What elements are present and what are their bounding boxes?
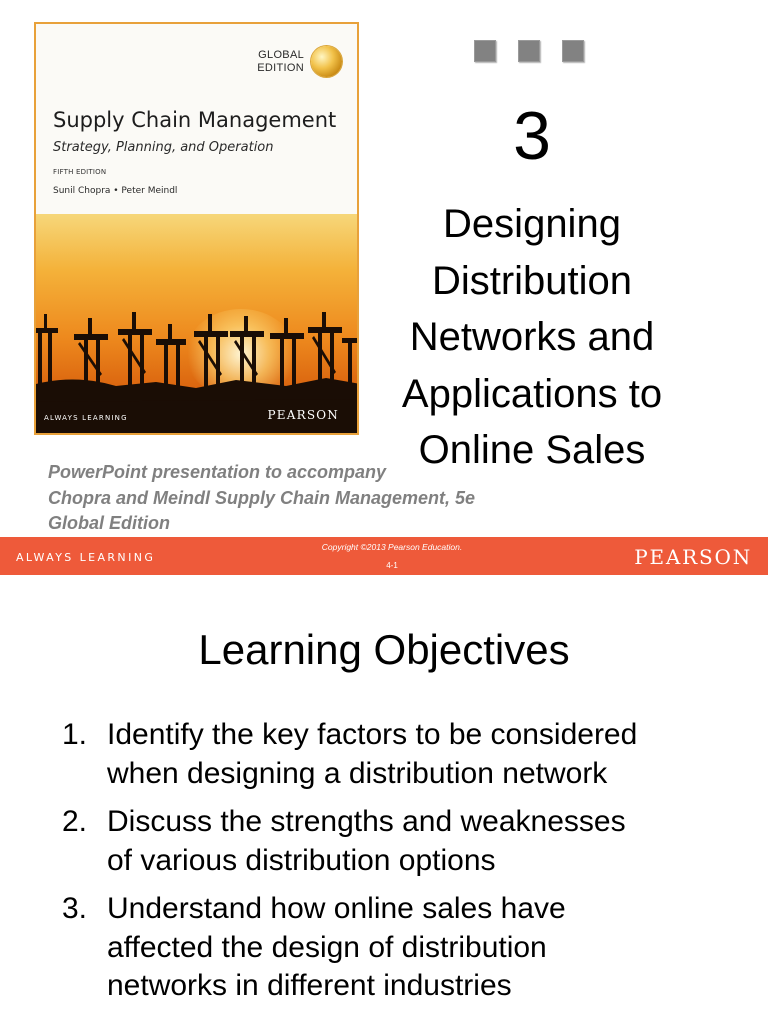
book-cover bbox=[34, 22, 359, 435]
item-line: when designing a distribution network bbox=[107, 756, 608, 790]
chapter-title-line: Distribution bbox=[431, 258, 633, 303]
chapter-title-line: Networks and bbox=[409, 315, 655, 359]
crane-silhouettes bbox=[36, 214, 359, 435]
badge-line: EDITION bbox=[257, 62, 304, 74]
objectives-list bbox=[62, 716, 742, 1016]
item-line: Identify the key factors to be considered bbox=[107, 718, 638, 751]
badge-line: GLOBAL bbox=[258, 49, 304, 61]
footer-page-number: 4-1 bbox=[386, 561, 398, 570]
item-line: networks in different industries bbox=[107, 969, 512, 1002]
chapter-title-line: Applications to bbox=[401, 371, 663, 416]
item-number: 2. bbox=[62, 805, 88, 838]
chapter-title-line: Designing bbox=[443, 202, 621, 246]
footer-tagline: ALWAYS LEARNING bbox=[16, 551, 156, 564]
square-icon bbox=[562, 40, 584, 62]
globe-icon bbox=[311, 46, 342, 77]
cover-footer-left: ALWAYS LEARNING bbox=[44, 414, 128, 422]
item-line: Understand how online sales have bbox=[107, 892, 566, 925]
slide-title: Learning Objectives bbox=[198, 626, 570, 673]
presentation-caption bbox=[48, 460, 475, 537]
cover-authors: Sunil Chopra • Peter Meindl bbox=[53, 186, 178, 196]
list-item bbox=[62, 890, 742, 1006]
slide-footer bbox=[0, 537, 768, 575]
cover-title: Supply Chain Management bbox=[53, 108, 337, 132]
item-line: affected the design of distribution bbox=[107, 930, 547, 964]
caption-line: Chopra and Meindl Supply Chain Management, 5e bbox=[48, 487, 476, 508]
objectives-slide bbox=[0, 580, 768, 1024]
item-line: of various distribution options bbox=[107, 843, 496, 877]
item-number: 1. bbox=[62, 718, 88, 751]
footer-publisher: PEARSON bbox=[634, 545, 752, 569]
chapter-title bbox=[372, 196, 692, 479]
port-cranes-photo bbox=[36, 214, 357, 435]
caption-line: Global Edition bbox=[48, 513, 170, 533]
footer-copyright: Copyright ©2013 Pearson Education. bbox=[321, 542, 463, 552]
list-item bbox=[62, 716, 742, 793]
list-item bbox=[62, 803, 742, 880]
chapter-number: 3 bbox=[513, 98, 551, 174]
item-number: 3. bbox=[62, 892, 88, 925]
cover-publisher: PEARSON bbox=[267, 408, 339, 422]
square-icon bbox=[474, 40, 496, 62]
caption-line: PowerPoint presentation to accompany bbox=[48, 462, 387, 482]
cover-subtitle: Strategy, Planning, and Operation bbox=[53, 140, 274, 155]
decorative-squares bbox=[474, 40, 584, 62]
square-icon bbox=[518, 40, 540, 62]
item-line: Discuss the strengths and weaknesses bbox=[107, 805, 626, 838]
cover-edition: FIFTH EDITION bbox=[53, 168, 107, 176]
chapter-title-line: Online Sales bbox=[418, 428, 646, 472]
global-edition-badge bbox=[242, 49, 304, 75]
